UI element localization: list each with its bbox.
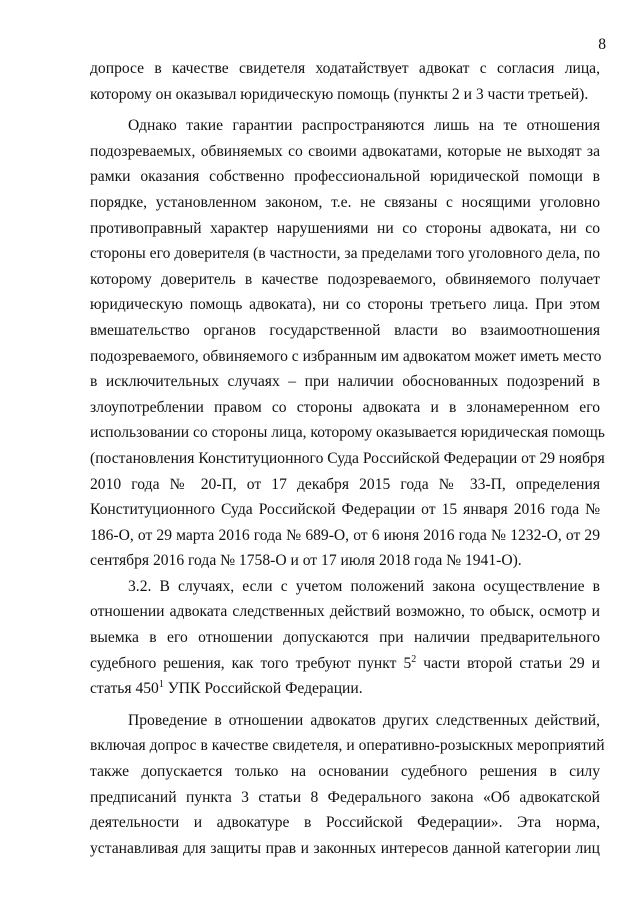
text-line: вмешательство органов государственной власти во взаимоотношения [90,321,600,339]
text-line: также допускается только на основании судебного решения в силу [90,763,600,781]
paragraph-4 [90,708,605,862]
text-fragment: судебного решения, как того требуют пункт 5 [90,654,412,672]
paragraph-1 [90,56,600,107]
text-line: (постановления Конституционного Суда Российской Федерации от 29 ноября [90,449,605,467]
text-line: сентября 2016 года № 1758-О и от 17 июля 2018 года № 1941-О). [90,552,522,570]
text-line: противоправный характер нарушениями ни со стороны адвоката, ни со [90,219,600,237]
superscript: 1 [158,679,164,691]
page-number: 8 [598,36,606,53]
text-line-with-superscript [90,676,600,702]
text-line: злоупотреблении правом со стороны адвоката и в злонамеренном его [90,398,600,416]
document-body [90,56,605,861]
text-line: устанавливая для защиты прав и законных интересов данной категории лиц [90,839,600,857]
text-line: которому он оказывал юридическую помощь (пункты 2 и 3 части третьей). [90,85,589,103]
text-line: выемка в его отношении допускаются при наличии предварительного [90,629,600,647]
superscript: 2 [411,653,417,665]
text-line: отношении адвоката следственных действий возможно, то обыск, осмотр и [90,603,600,621]
text-line: Проведение в отношении адвокатов других следственных действий, [128,711,600,729]
text-line: стороны его доверителя (в частности, за пределами того уголовного дела, по [90,245,600,263]
text-line: которому доверитель в качестве подозреваемого, обвиняемого получает [90,270,600,288]
text-line: Однако такие гарантии распространяются лишь на те отношения [128,117,600,135]
text-line: юридическую помощь адвоката), ни со стороны третьего лица. При этом [90,296,600,314]
text-line: подозреваемого, обвиняемого с избранным им адвокатом может иметь место [90,347,602,365]
text-line: предписаний пункта 3 статьи 8 Федерального закона «Об адвокатской [90,788,600,806]
text-line: Конституционного Суда Российской Федерации от 15 января 2016 года № [90,501,600,519]
text-line: 3.2. В случаях, если с учетом положений закона осуществление в [128,577,600,595]
text-line: 186-О, от 29 марта 2016 года № 689-О, от 6 июня 2016 года № 1232-О, от 29 [90,526,600,544]
text-fragment: статья 450 [90,680,159,698]
paragraph-2 [90,113,605,574]
text-line: включая допрос в качестве свидетеля, и оперативно-розыскных мероприятий [90,737,605,755]
text-fragment: УПК Российской Федерации. [163,680,363,698]
text-line: деятельности и адвокатуре в Российской Федерации». Эта норма, [90,814,600,832]
text-line: 2010 года № 20-П, от 17 декабря 2015 года № 33-П, определения [90,475,600,493]
text-line: подозреваемых, обвиняемых со своими адвокатами, которые не выходят за [90,142,600,160]
text-line: в исключительных случаях – при наличии обоснованных подозрений в [90,373,600,391]
paragraph-3 [90,574,600,702]
text-line: допросе в качестве свидетеля ходатайствует адвокат с согласия лица, [90,60,600,77]
text-line: порядке, установленном законом, т.е. не связаны с носящими уголовно [90,193,600,211]
text-line: использовании со стороны лица, которому оказывается юридическая помощь [90,424,605,442]
text-line: рамки оказания собственно профессиональной юридической помощи в [90,168,600,186]
text-fragment: части второй статьи 29 и [416,654,601,672]
text-line-with-superscript [90,651,600,677]
